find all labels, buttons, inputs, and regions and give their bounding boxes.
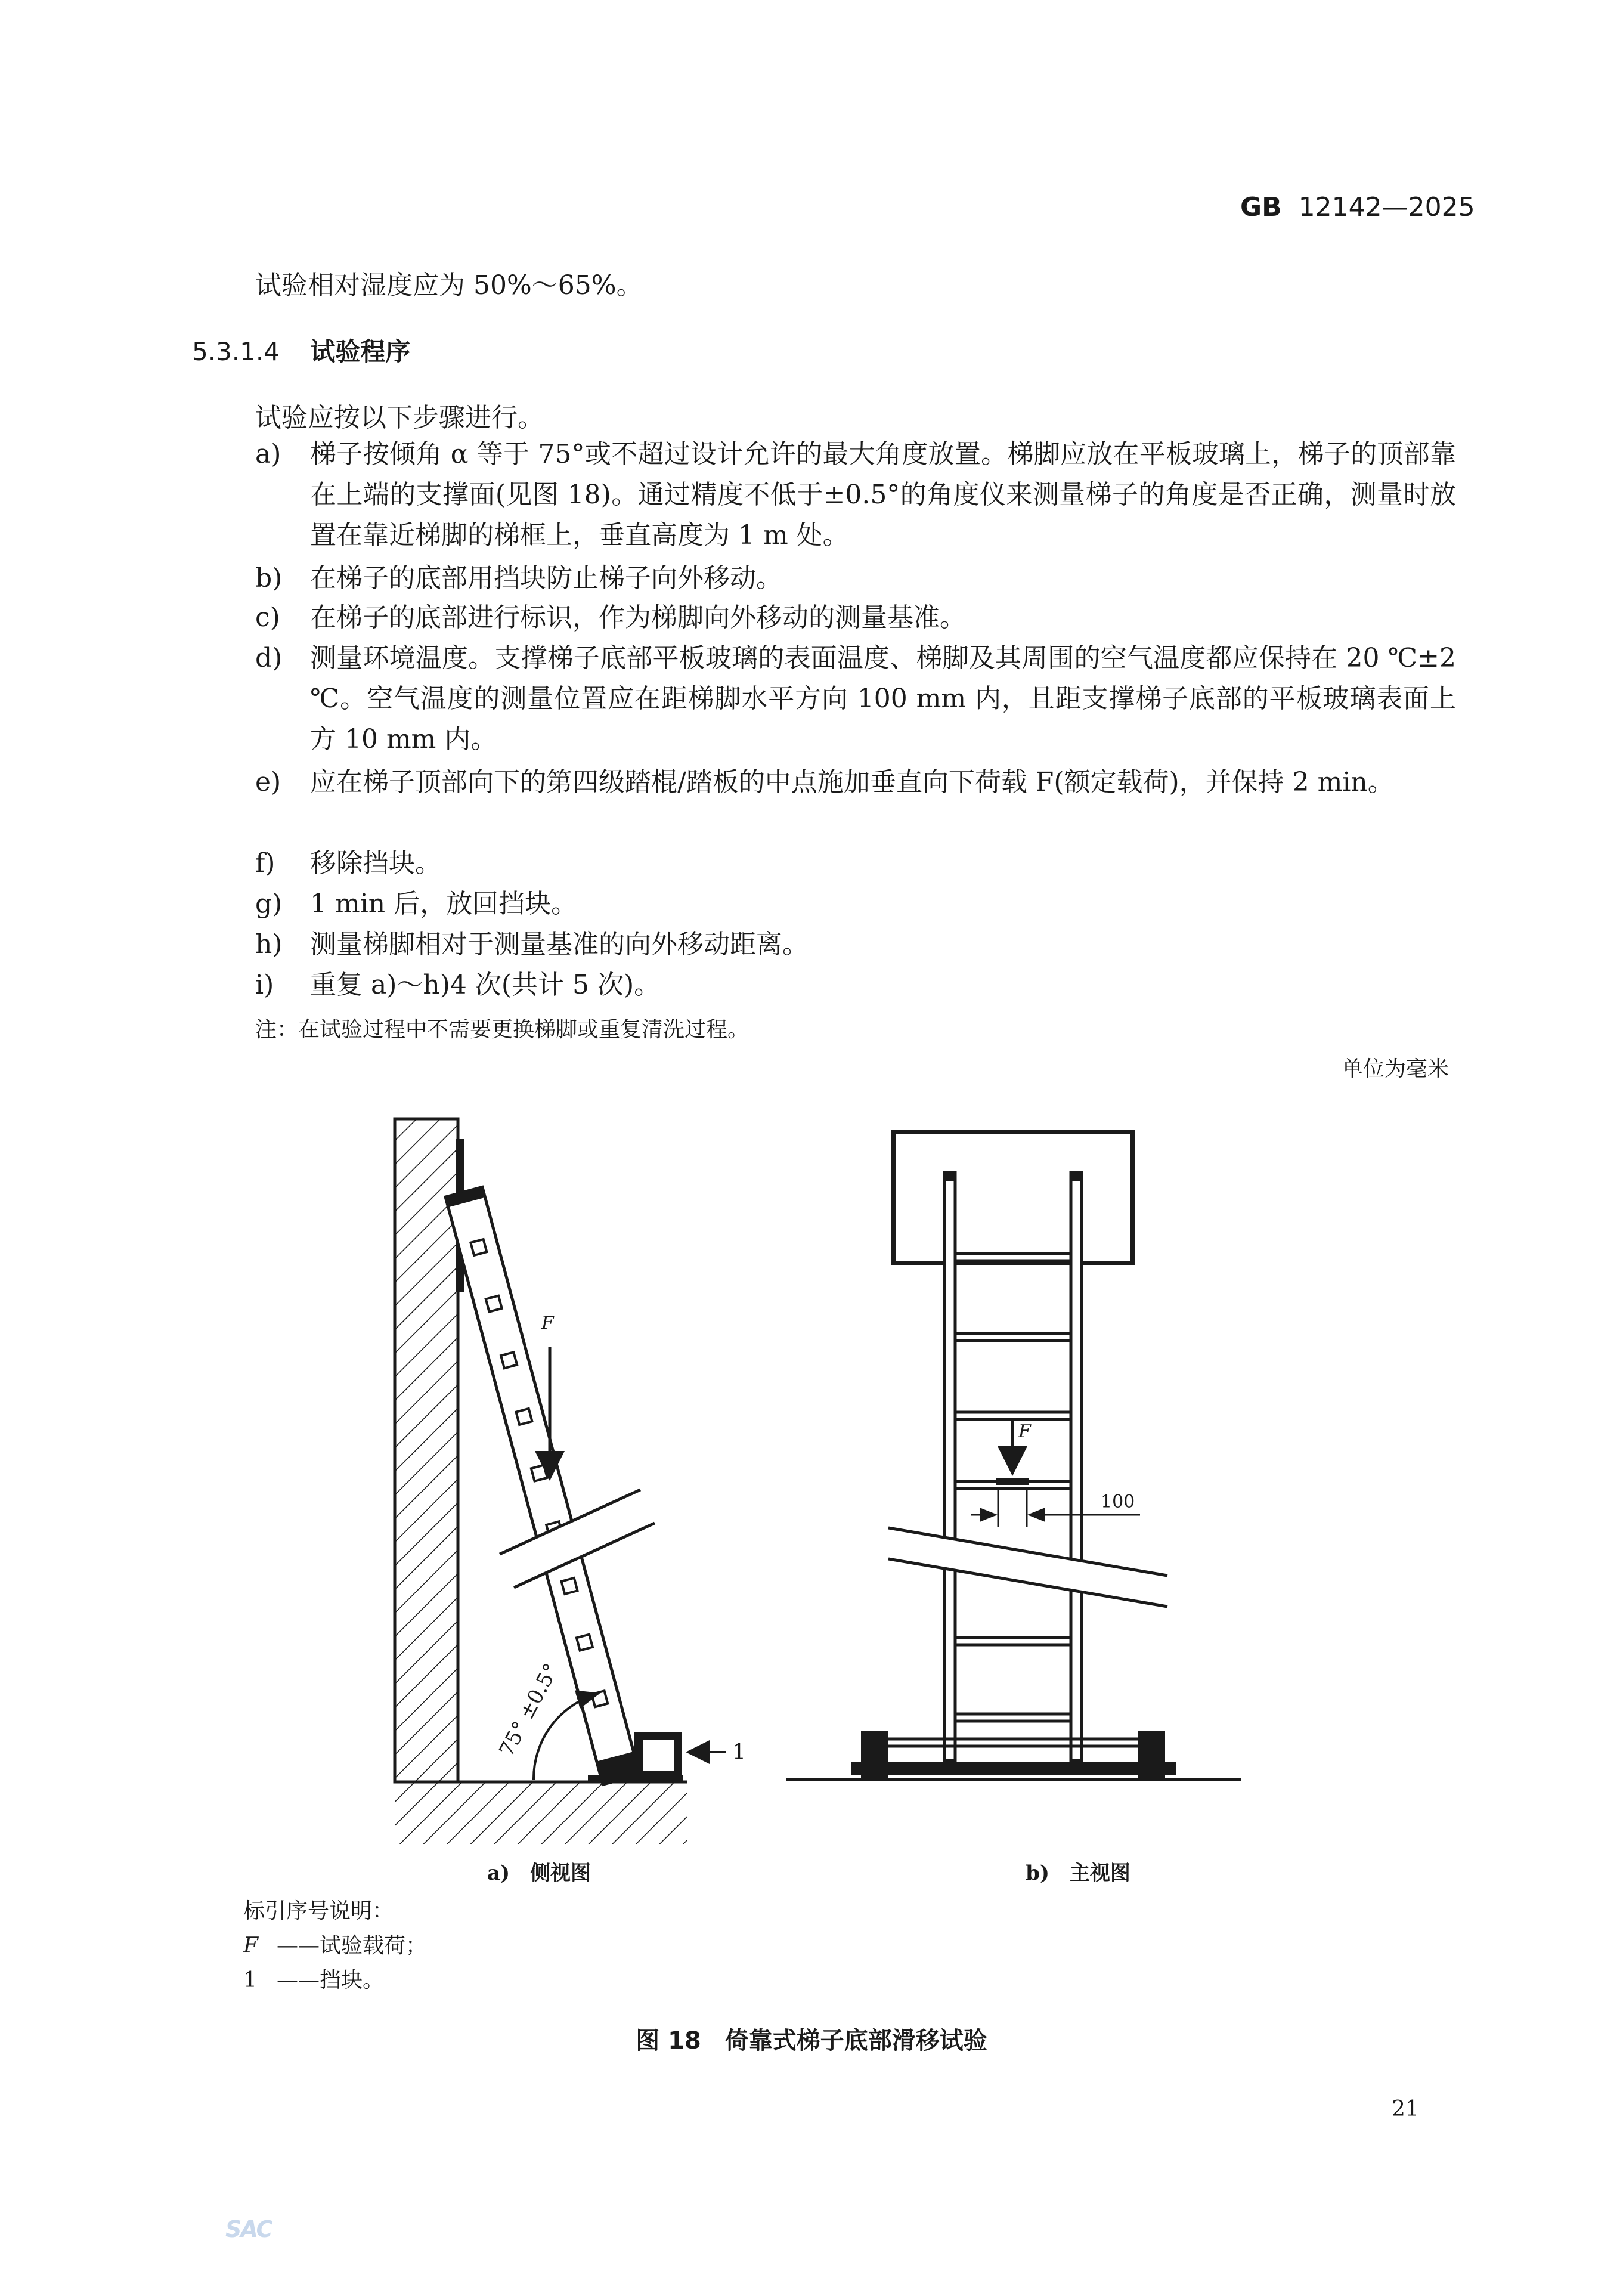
rung: [955, 1714, 1071, 1721]
legend-key: 1: [243, 1968, 257, 1992]
figure-caption: 图 18 倚靠式梯子底部滑移试验: [636, 2027, 987, 2054]
ladder-stile-right: [1071, 1172, 1082, 1760]
glass-plate: [851, 1762, 1176, 1775]
list-marker: i): [255, 970, 274, 1000]
list-text: 重复 a)～h)4 次(共计 5 次)。: [310, 970, 661, 1000]
rung-hole: [562, 1578, 578, 1594]
dimension-label: 100: [1101, 1492, 1135, 1512]
legend-item: [243, 1963, 427, 1998]
side-view: [395, 1119, 746, 1885]
legend-item: [243, 1929, 427, 1963]
rung-hole: [470, 1239, 487, 1255]
rung-hole: [577, 1635, 593, 1651]
upper-support: [893, 1132, 1133, 1263]
list-marker: b): [255, 563, 283, 593]
list-text: 测量环境温度。支撑梯子底部平板玻璃的表面温度、梯脚及其周围的空气温度都应保持在 20 ℃±2 ℃。空气温度的测量位置应在距梯脚水平方向 100 mm 内，且距支撑梯子底部的平板玻璃表面上方 10 mm 内。: [310, 643, 1456, 754]
standard-number: 12142—2025: [1298, 192, 1475, 222]
list-text: 梯子按倾角 α 等于 75°或不超过设计允许的最大角度放置。梯脚应放在平板玻璃上，梯子的顶部靠在上端的支撑面(见图 18)。通过精度不低于±0.5°的角度仪来测量梯子的角度是否正确，测量时放置在靠近梯脚的梯框上，垂直高度为 1 m 处。: [310, 439, 1456, 550]
base-plate: [588, 1775, 683, 1782]
rung-hole: [486, 1296, 502, 1312]
force-label: F: [1018, 1421, 1031, 1442]
angle-label: 75° ±0.5°: [494, 1659, 564, 1761]
rung-hole: [501, 1352, 517, 1368]
stopper-inner: [643, 1740, 674, 1771]
legend-desc: ——挡块。: [277, 1968, 385, 1992]
list-text: 应在梯子顶部向下的第四级踏棍/踏板的中点施加垂直向下荷载 F(额定载荷)，并保持 2 min。: [310, 767, 1394, 797]
sac-logo-text: SAC: [225, 2216, 272, 2242]
list-text: 在梯子的底部用挡块防止梯子向外移动。: [310, 563, 782, 593]
section-title: 试验程序: [310, 337, 411, 366]
list-marker: a): [255, 439, 281, 469]
list-marker: d): [255, 643, 283, 673]
floor: [395, 1782, 687, 1844]
rung-hole: [516, 1409, 532, 1425]
note: 注：在试验过程中不需要更换梯脚或重复清洗过程。: [255, 1017, 749, 1042]
list-marker: h): [255, 929, 283, 960]
list-marker: f): [255, 848, 275, 878]
list-text: 在梯子的底部进行标识，作为梯脚向外移动的测量基准。: [310, 602, 966, 633]
list-marker: g): [255, 889, 283, 919]
list-marker: c): [255, 602, 280, 633]
stile-cap-left: [944, 1172, 955, 1181]
load-pad: [996, 1478, 1029, 1485]
force-label: F: [541, 1313, 554, 1333]
callout-label-1: 1: [732, 1740, 746, 1765]
sac-logo: [225, 2216, 272, 2242]
unit-note: 单位为毫米: [1341, 1057, 1449, 1081]
legend-desc: ——试验载荷；: [277, 1933, 428, 1958]
ladder-stile-left: [944, 1172, 955, 1760]
wall: [395, 1119, 458, 1782]
standard-code: GB: [1240, 192, 1282, 222]
rung-hole: [531, 1465, 547, 1481]
rung: [955, 1638, 1071, 1645]
list-text: 测量梯脚相对于测量基准的向外移动距离。: [310, 929, 809, 960]
legend-title: 标引序号说明：: [243, 1899, 394, 1923]
list-text: 1 min 后，放回挡块。: [310, 889, 578, 919]
legend: [243, 1894, 427, 1998]
list-marker: e): [255, 767, 281, 797]
list-text: 移除挡块。: [310, 848, 441, 878]
rung: [955, 1333, 1071, 1341]
intro-line: 试验相对湿度应为 50%～65%。: [255, 270, 643, 301]
front-view-caption: b) 主视图: [1026, 1861, 1130, 1885]
steps-intro: 试验应按以下步骤进行。: [255, 403, 544, 433]
front-view: [786, 1132, 1241, 1885]
section-number: 5.3.1.4: [192, 337, 280, 366]
page-number: 21: [1392, 2097, 1419, 2121]
side-view-caption: a) 侧视图: [487, 1861, 591, 1885]
legend-key: F: [243, 1933, 258, 1958]
rung-hole: [591, 1691, 608, 1707]
stile-cap-right: [1071, 1172, 1082, 1181]
